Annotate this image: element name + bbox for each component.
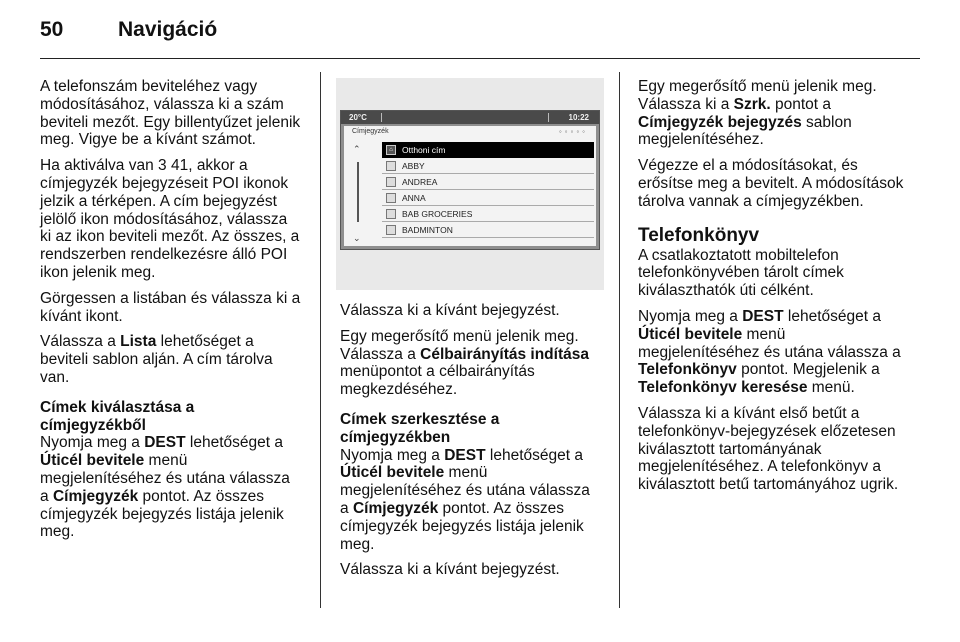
list-item-label: ANDREA: [402, 176, 438, 187]
column-3: [638, 78, 908, 502]
bold-term: Címjegyzék: [52, 487, 139, 505]
bold-term: DEST: [742, 307, 784, 325]
poi-icon: [386, 209, 396, 219]
bold-term: Úticél bevitele: [340, 464, 445, 482]
temperature: 20°C: [349, 113, 367, 122]
paragraph: [40, 333, 302, 386]
subheading-text: Címek szerkesztése a címjegyzékben: [340, 410, 500, 446]
bold-term: Úticél bevitele: [638, 325, 743, 343]
screen-title: Címjegyzék: [352, 128, 389, 135]
text: menü.: [807, 379, 855, 397]
scroll-track: [357, 162, 359, 222]
subheading: [340, 411, 602, 447]
infotainment-screen: [340, 110, 600, 250]
bold-term: Célbairányítás indítása: [420, 345, 589, 363]
column-2: [340, 302, 602, 587]
scrollbar[interactable]: [350, 144, 366, 244]
scroll-up-icon[interactable]: ⌃: [353, 144, 361, 154]
system-status-icons: ◦◦◦◦◦: [558, 127, 588, 136]
text: pontot a: [770, 95, 832, 113]
list-item[interactable]: [382, 174, 594, 190]
section-heading: Telefonkönyv: [638, 224, 760, 246]
paragraph: Válassza ki a kívánt első betűt a telefonkönyv-bejegyzések előzetesen kiválasztott tartományának megjelenítéséhez. A telefonkönyv a kiválasztott betű tartományához ugrik.: [638, 404, 899, 494]
text: pontot. Az összes címjegyzék bejegyzés listája jelenik meg.: [340, 499, 584, 553]
text: sablon megjelenítéséhez.: [638, 113, 852, 149]
list-item-label: Otthoni cím: [402, 144, 446, 155]
page-title: Navigáció: [118, 18, 218, 41]
contact-icon: [386, 193, 396, 203]
list-item-label: ANNA: [402, 192, 426, 203]
list-item[interactable]: [382, 206, 594, 222]
bold-term: Telefonkönyv: [638, 361, 737, 379]
scroll-down-icon[interactable]: ⌄: [353, 233, 361, 243]
text: lehetőséget a: [783, 307, 881, 325]
address-book-list: [382, 142, 594, 238]
list-item[interactable]: [382, 190, 594, 206]
paragraph: [40, 434, 302, 541]
screen-figure: [336, 78, 604, 290]
paragraph: [638, 308, 908, 397]
bold-term: Telefonkönyv keresése: [638, 379, 808, 397]
text: Nyomja meg a: [340, 446, 445, 464]
home-icon: ⌂: [386, 145, 396, 155]
paragraph: Görgessen a listában és válassza ki a kívánt ikont.: [40, 289, 301, 325]
text: Nyomja meg a: [638, 307, 743, 325]
column-divider-2: [619, 72, 620, 608]
column-1: [40, 78, 302, 549]
text: Egy megerősítő menü jelenik meg. Válassza a: [340, 327, 579, 363]
column-divider-1: [320, 72, 321, 608]
screen-content: [344, 126, 596, 246]
text: menü megjelenítéséhez és utána válassza a: [40, 452, 290, 505]
paragraph: [340, 328, 602, 399]
clock: 10:22: [568, 113, 589, 122]
paragraph: Végezze el a módosításokat, és erősítse meg a bevitelt. A módosítások tárolva vannak a címjegyzékben.: [638, 157, 904, 210]
text: Ha aktiválva van: [40, 157, 159, 175]
text: , akkor a címjegyzék bejegyzéseit POI ikonok jelzik a térképen. A cím bejegyzést jelölő ikon módosításához, válassza ki az ikon beviteli mezőt. Az összes, a rendszerben rendelkezésre álló POI ikon jelenik meg.: [40, 157, 300, 281]
list-item-label: BADMINTON: [402, 224, 453, 235]
page-header: [40, 18, 217, 48]
page-ref[interactable]: 3 41: [158, 157, 189, 175]
text: pontot. Megjelenik a: [736, 361, 880, 379]
list-item[interactable]: [382, 158, 594, 174]
bold-term: Címjegyzék bejegyzés: [638, 113, 802, 131]
text: menü megjelenítéséhez és utána válassza a: [340, 464, 590, 517]
list-item-label: BAB GROCERIES: [402, 208, 473, 219]
page-number: 50: [40, 18, 64, 41]
paragraph: A csatlakoztatott mobiltelefon telefonkönyvében tárolt címek kiválaszthatók úti célként.: [638, 246, 844, 300]
paragraph: A telefonszám beviteléhez vagy módosításához, válassza ki a szám beviteli mezőt. Egy billentyűzet jelenik meg. Vigye be a kívánt számot.: [40, 78, 301, 149]
subheading-text: Címek kiválasztása a címjegyzékből: [40, 398, 195, 434]
text: menü megjelenítéséhez és utána válassza a: [638, 325, 901, 361]
paragraph: [638, 78, 908, 149]
paragraph: Válassza ki a kívánt bejegyzést.: [340, 561, 560, 579]
contact-icon: [386, 177, 396, 187]
paragraph: Válassza ki a kívánt bejegyzést.: [340, 302, 560, 319]
bold-term: DEST: [444, 446, 486, 464]
list-item-label: ABBY: [402, 160, 425, 171]
subheading: [40, 399, 302, 435]
list-item[interactable]: [382, 142, 594, 158]
status-bar: [341, 111, 599, 124]
paragraph: [340, 447, 602, 554]
bold-term: Úticél bevitele: [40, 452, 145, 470]
bold-term: Lista: [120, 333, 157, 351]
text: Nyomja meg a: [40, 434, 145, 452]
text: lehetőséget a: [185, 434, 283, 452]
header-divider: [40, 58, 920, 59]
text: pontot. Az összes címjegyzék bejegyzés listája jelenik meg.: [40, 487, 284, 541]
text: Egy megerősítő menü jelenik meg. Válassza ki a: [638, 78, 877, 113]
text: Válassza a: [40, 333, 121, 351]
status-separator: [548, 113, 549, 122]
contact-icon: [386, 225, 396, 235]
bold-term: Szrk.: [733, 95, 771, 113]
text: lehetőséget a beviteli sablon alján. A cím tárolva van.: [40, 333, 273, 386]
status-separator: [381, 113, 382, 122]
bold-term: Címjegyzék: [352, 499, 439, 517]
bold-term: DEST: [144, 434, 186, 452]
text: menüpontot a célbairányítás megkezdéséhez.: [340, 363, 535, 399]
list-item[interactable]: [382, 222, 594, 238]
text: lehetőséget a: [485, 446, 583, 464]
paragraph: [40, 157, 302, 282]
contact-icon: [386, 161, 396, 171]
